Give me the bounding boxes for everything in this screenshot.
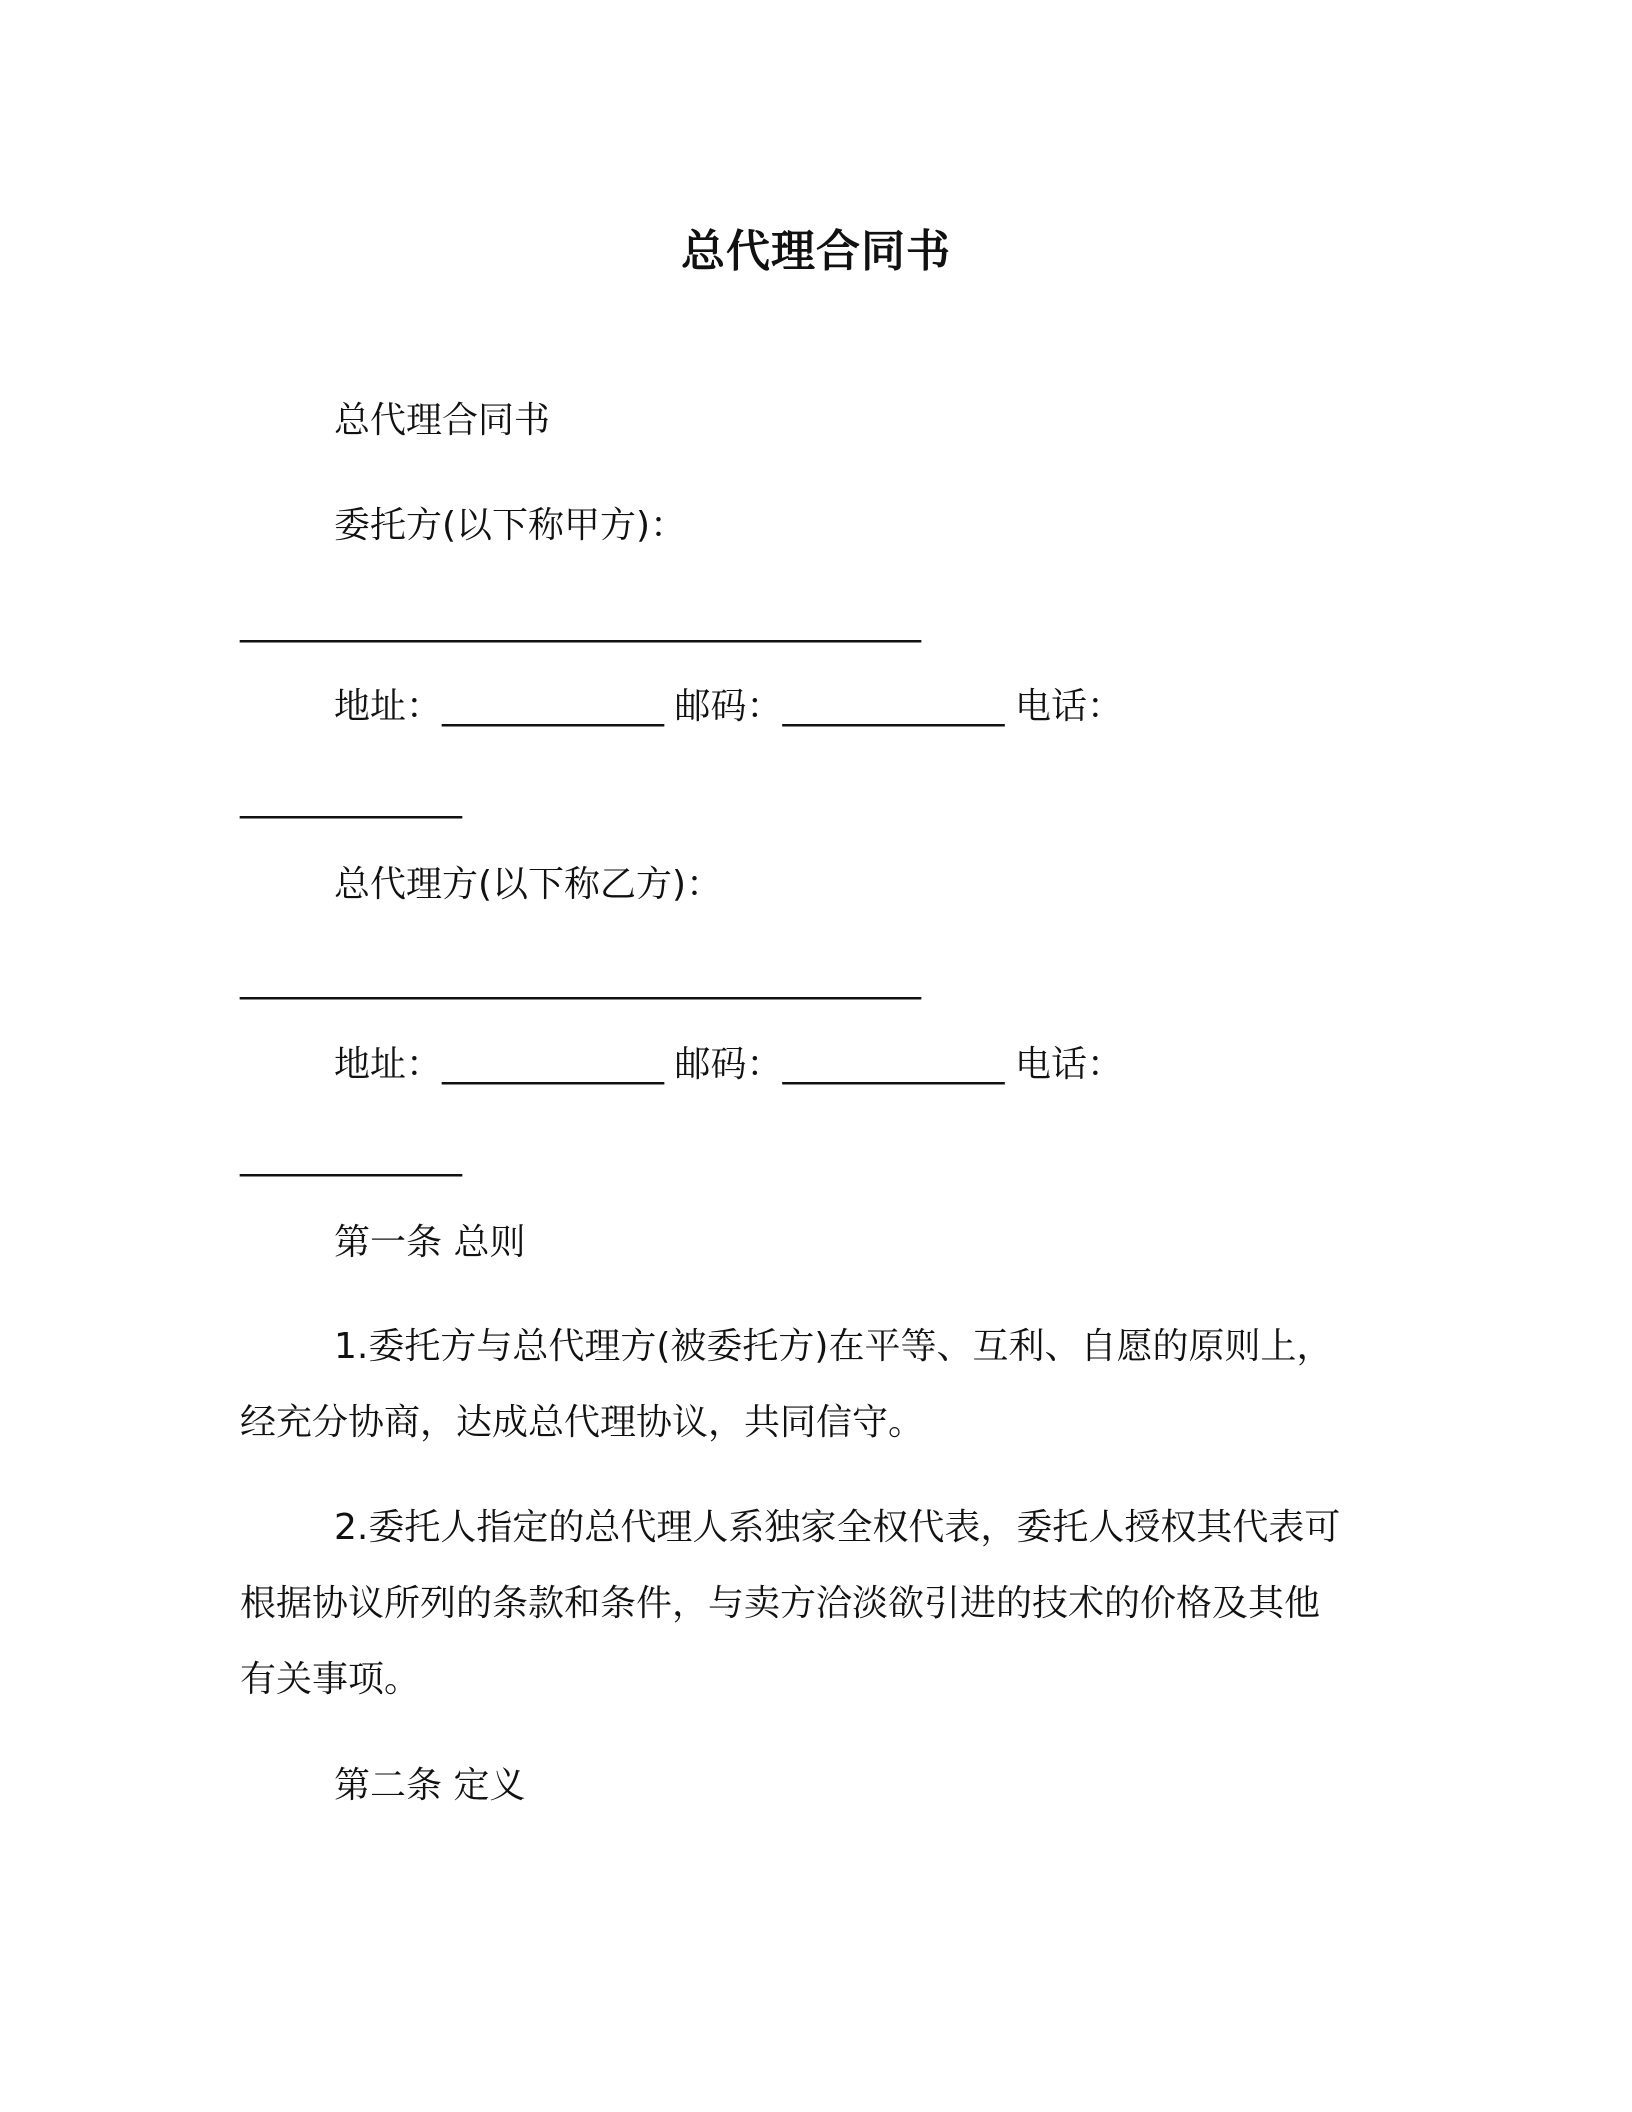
clause-1-line-2: 经充分协商，达成总代理协议，共同信守。 — [240, 1402, 925, 1443]
party-b-postcode-blank: _____________ — [782, 1044, 1004, 1085]
party-a-phone-blank: _____________ — [240, 778, 461, 819]
clause-2-line-3: 有关事项。 — [240, 1659, 421, 1700]
article-2-heading: 第二条 定义 — [334, 1765, 526, 1806]
clause-2-line-1: 2.委托人指定的总代理人系独家全权代表，委托人授权其代表可 — [334, 1507, 1341, 1548]
party-b-phone-blank: _____________ — [240, 1136, 461, 1177]
article-1-heading: 第一条 总则 — [334, 1222, 526, 1263]
document-subtitle: 总代理合同书 — [334, 400, 551, 441]
party-a-name-blank: ________________________________________ — [240, 602, 920, 643]
party-a-postcode-blank: _____________ — [782, 686, 1004, 727]
party-a-address-label: 地址： — [334, 686, 443, 727]
party-b-contact-row — [334, 1040, 1123, 1090]
party-a-label: 委托方(以下称甲方)： — [334, 505, 687, 546]
party-b-label: 总代理方(以下称乙方)： — [334, 864, 723, 905]
party-b-phone-label: 电话： — [1014, 1044, 1123, 1085]
party-b-address-blank: _____________ — [442, 1044, 664, 1085]
party-b-name-blank: ________________________________________ — [240, 959, 920, 1000]
party-a-phone-label: 电话： — [1014, 686, 1123, 727]
clause-2-line-2: 根据协议所列的条款和条件，与卖方洽淡欲引进的技术的价格及其他 — [240, 1583, 1321, 1624]
party-a-contact-row — [334, 682, 1123, 732]
party-a-postcode-label: 邮码： — [674, 686, 783, 727]
party-b-postcode-label: 邮码： — [674, 1044, 783, 1085]
document-title: 总代理合同书 — [681, 226, 951, 277]
party-b-address-label: 地址： — [334, 1044, 443, 1085]
party-a-address-blank: _____________ — [442, 686, 664, 727]
clause-1-line-1: 1.委托方与总代理方(被委托方)在平等、互利、自愿的原则上， — [334, 1326, 1333, 1367]
